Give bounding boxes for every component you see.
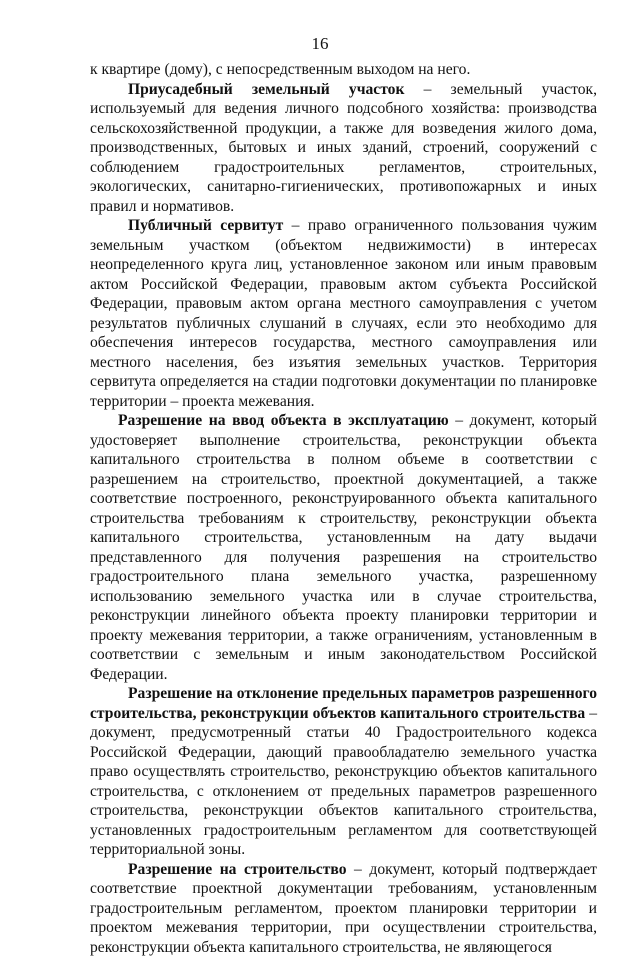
paragraph-text: к квартире (дому), с непосредственным выходом на него. <box>90 61 470 78</box>
definition-term: Разрешение на ввод объекта в эксплуатацию <box>118 412 449 429</box>
definition-term: Разрешение на отклонение предельных параметров разрешенного строительства, реконструкции объектов капитального строительства <box>90 685 597 722</box>
definition-term: Разрешение на строительство <box>128 861 347 878</box>
definition-term: Приусадебный земельный участок <box>128 81 404 98</box>
definition-text: – право ограниченного пользования чужим земельным участком (объектом недвижимости) в интересах неопределенного круга лиц, установленное законом или иным правовым актом Российской Федерации, правовым актом субъекта Российской Федерации, правовым актом органа местного самоуправления с учетом результатов публичных слушаний в случаях, если это необходимо для обеспечения интересов государства, местного самоуправления или местного населения, без изъятия земельных участков. Территория сервитута определяется на стадии подготовки документации по планировке территории – проекта межевания. <box>90 217 597 410</box>
paragraph-definition <box>90 860 597 957</box>
definition-term: Публичный сервитут <box>128 217 283 234</box>
definition-text: – земельный участок, используемый для ведения личного подсобного хозяйства: производства сельскохозяйственной продукции, а также для возведения жилого дома, производственных, бытовых и иных зданий, строений, сооружений с соблюдением градостроительных регламентов, строительных, экологических, санитарно-гигиенических, противопожарных и иных правил и нормативов. <box>90 81 597 215</box>
paragraph-definition <box>90 411 597 684</box>
page-number: 16 <box>0 34 640 54</box>
paragraph-definition <box>90 80 597 217</box>
definition-text: – документ, который удостоверяет выполнение строительства, реконструкции объекта капитального строительства в полном объеме в соответствии с разрешением на строительство, проектной документацией, а также соответствие построенного, реконструированного объекта капитального строительства требованиям к строительству, реконструкции объекта капитального строительства, установленным на дату выдачи представленного для получения разрешения на строительство градостроительного плана земельного участка, разрешенному использованию земельного участка или в случае строительства, реконструкции линейного объекта проекту планировки территории и проекту межевания территории, а также ограничениям, установленным в соответствии с земельным и иным законодательством Российской Федерации. <box>90 412 597 683</box>
paragraph-definition <box>90 216 597 411</box>
definition-text: – документ, предусмотренный статьи 40 Градостроительного кодекса Российской Федерации, дающий правообладателю земельного участка право осуществлять строительство, реконструкцию объектов капитального строительства, с отклонением от предельных параметров разрешенного строительства, реконструкции объектов капитального строительства, установленных градостроительным регламентом для соответствующей территориальной зоны. <box>90 705 597 859</box>
paragraph-definition <box>90 684 597 860</box>
paragraph-continuation <box>90 60 597 80</box>
document-body <box>90 60 597 957</box>
definition-text: – документ, который подтверждает соответствие проектной документации требованиям, установленным градостроительным регламентом, проектом планировки территории и проектом межевания территории, при осуществлении строительства, реконструкции объекта капитального строительства, не являющегося <box>90 861 597 956</box>
